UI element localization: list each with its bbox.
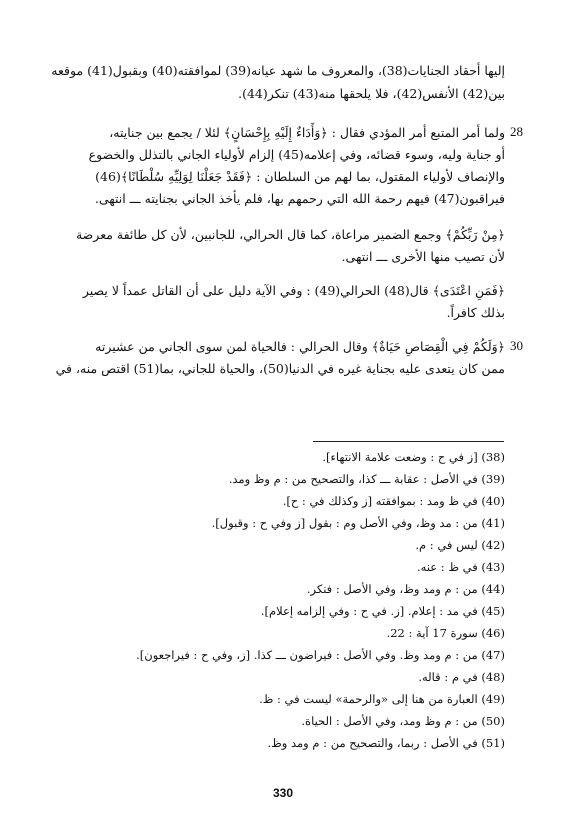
footnote: (48) في م : قاله. (418, 670, 505, 684)
text-line: ممن كان يتعدى عليه بجناية غيره في الدنيا(50)، والحياة للجاني، بما(51) اقتص منه، في (55, 361, 505, 376)
footnote-separator (313, 441, 504, 442)
text-line: فيراقبون(47) فيهم رحمة الله التي رحمهم بها، فلم يأخذ الجاني بجنايته ـــ انتهى. (94, 191, 505, 206)
text-line: والإنصاف لأولياء المقتول، بما لهم من السلطان : ﴿فَقَدْ جَعَلْنَا لِوَلِيِّهِ سُلْطَانًا﴾(46) (95, 169, 505, 184)
footnote: (43) في ظ : عنه. (417, 560, 505, 574)
paragraph-number: 28 (510, 124, 523, 139)
text-line: بذلك كافراً. (446, 305, 505, 320)
footnote: (51) في الأصل : ربما، والتصحيح من : م ومد وظ. (267, 736, 505, 750)
paragraph-number: 30 (510, 338, 523, 353)
text-line: لأن تصيب منها الأخرى ـــ انتهى. (341, 249, 505, 264)
footnote: (41) من : مد وظ، وفي الأصل وم : بقول [ز وفي ح : وقبول]. (211, 516, 505, 530)
footnote: (45) في مد : إعلام. [ز. في ح : وفي إلزامه إعلام]. (260, 604, 505, 618)
footnote: (50) من : م وظ ومد، وفي الأصل : الحياة. (301, 714, 505, 728)
footnote: (47) من : م ومد وظ. وفي الأصل : فيراضون ـــ كذا. [ز، وفي ح : فيراجعون]. (136, 648, 505, 662)
text-line: ﴿فَمَنِ اعْتَدَى﴾ قال(48) الحرالي(49) : وفي الآية دليل على أن القاتل عمداً لا يصير (82, 283, 505, 298)
footnote: (44) من : م ومد وظ، وفي الأصل : فنكر. (306, 582, 505, 596)
text-line: ولما أمر المتبع أمر المؤدي فقال : ﴿وَأَدَاءٌ إِلَيْهِ بِإِحْسَانٍ﴾ لئلا / يجمع بين جنايته، (109, 125, 505, 140)
text-line: إليها أحقاد الجنايات(38)، والمعروف ما شهد عيانه(39) لموافقته(40) وبقبول(41) موقعه (51, 63, 505, 78)
text-line: أو جناية وليه، وسوء قضائه، وفي إعلامه(45) إلزام لأولياء الجاني بالتذلل والخضوع (88, 147, 505, 162)
text-line: بين(42) الأنفس(42)، فلا يلحقها منه(43) تنكر(44). (238, 86, 505, 101)
page-number: 330 (272, 786, 294, 800)
footnote: (40) في ظ ومد : بموافقته [ز وكذلك في : ح]. (282, 494, 505, 508)
footnote: (39) في الأصل : عقابة ـــ كذا، والتصحيح من : م وظ ومد. (228, 472, 505, 486)
text-line: ﴿مِنْ رَبِّكُمْ﴾ وجمع الضمير مراعاة، كما قال الحرالي، للجانبين، لأن كل طائفة معرضة (75, 227, 505, 242)
footnote: (49) العبارة من هنا إلى «والرحمة» ليست في : ظ. (259, 692, 505, 706)
footnote: (42) ليس في : م. (415, 538, 505, 552)
footnote: (38) [ز في ح : وضعت علامة الانتهاء]. (322, 450, 505, 464)
text-line: ﴿وَلَكُمْ فِي الْقِصَاصِ حَيَاةٌ﴾ وقال الحرالي : فالحياة لمن سوى الجاني من عشيرته (95, 339, 505, 354)
footnote: (46) سورة 17 آية : 22. (386, 626, 505, 640)
